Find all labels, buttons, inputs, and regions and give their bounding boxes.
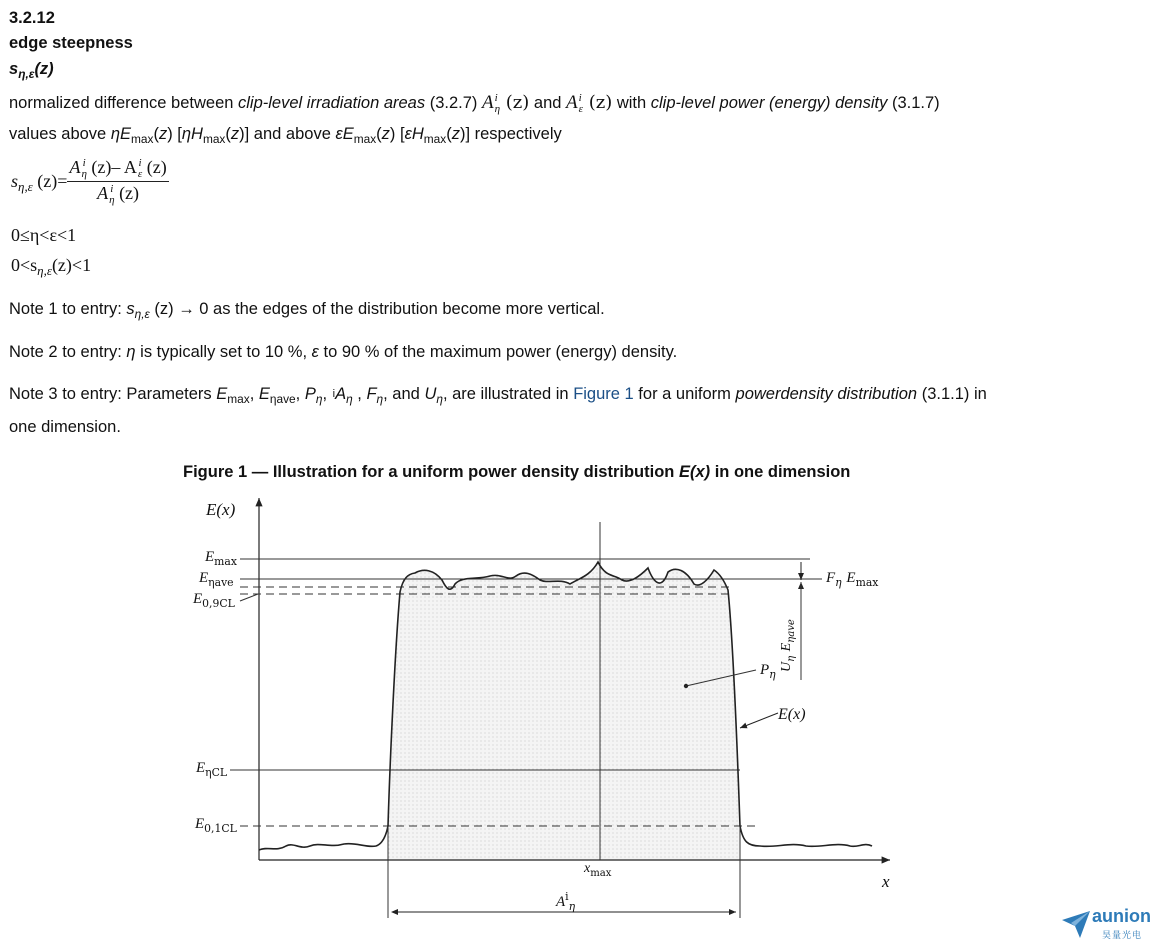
shaded-area <box>388 562 740 860</box>
u-enave-label: $U_\eta$ $E_{\eta ave}$ <box>779 619 797 672</box>
condition-2: $0<s_{\eta,\varepsilon}(z)<1$ <box>11 255 92 278</box>
note-3-line-1: Note 3 to entry: Parameters $E_{max}$, $E_{\eta ave}$, $P_\eta$, i $A_\eta$ , $F_\eta$, and $U_\eta$, are illustrated in Figure 1 for a uniform powerdensity distribution (3.1.1) in <box>9 385 987 406</box>
logo-subtitle: 昊量光电 <box>1102 930 1143 940</box>
edge-steepness-formula: $s_{\eta,\varepsilon}$ (z)= A i η (z)– A i ε (z) A i η (z) <box>11 156 167 206</box>
encl-label: $E_{\eta CL}$ <box>196 760 228 779</box>
emax-label: $E_{max}$ <box>205 549 237 568</box>
f-emax-label: $F_\eta$ $E_{max}$ <box>826 570 879 589</box>
paper-plane-icon <box>1060 908 1092 940</box>
xmax-label: $x_{max}$ <box>584 861 612 879</box>
logo-name: aunion <box>1092 906 1151 926</box>
definition-line-2: values above $\eta E_{max}(z)$ $[\eta H_{max}(z)]$ and above $\varepsilon E_{max}(z)$ $[\varepsilon H_{max}(z)]$ respectively <box>9 125 562 146</box>
e01cl-label: $E_{0,1CL}$ <box>195 816 237 835</box>
area-label: $A^i_\eta$ <box>556 890 576 913</box>
note-1: Note 1 to entry: $s_{\eta,\varepsilon}$ (z) → 0 as the edges of the distribution become more vertical. <box>9 300 605 321</box>
figure-caption: Figure 1 — Illustration for a uniform power density distribution E(x) in one dimension <box>183 463 851 481</box>
enave-label: $E_{\eta ave}$ <box>199 570 234 589</box>
term-symbol: $s_{\eta,\varepsilon}(z)$ <box>9 60 54 81</box>
condition-1: 0≤η<ε<1 <box>11 225 77 245</box>
y-axis-label: E(x) <box>206 500 236 519</box>
aunion-logo <box>1060 906 1160 942</box>
note-3-line-2: one dimension. <box>9 418 121 436</box>
ex-curve-label: E(x) <box>778 706 806 723</box>
definition-line-1: normalized difference between clip-level irradiation areas (3.2.7) A i η (z) and A i ε (z) with clip-level power (energy) density (3.1.7) <box>9 91 940 115</box>
section-number: 3.2.12 <box>9 9 55 27</box>
e09cl-label: $E_{0,9CL}$ <box>193 591 235 610</box>
figure-1-link[interactable]: Figure 1 <box>573 385 634 403</box>
p-eta-label: $P_\eta$ <box>760 662 776 681</box>
note-2: Note 2 to entry: η is typically set to 10 %, ε to 90 % of the maximum power (energy) density. <box>9 343 678 361</box>
term-title: edge steepness <box>9 34 133 52</box>
x-axis-label: x <box>882 872 890 891</box>
